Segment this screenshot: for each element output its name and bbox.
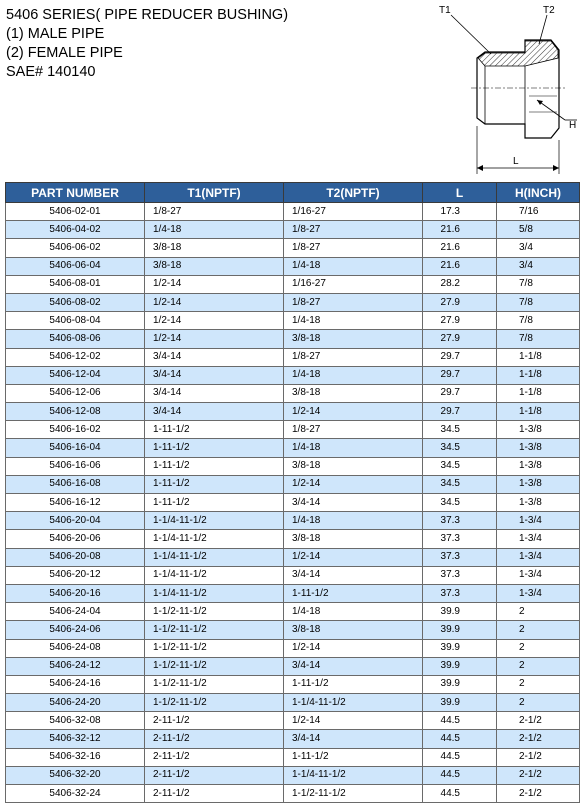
h-cell: 2 xyxy=(497,675,580,693)
t1-cell: 1-1/4-11-1/2 xyxy=(145,512,284,530)
t2-cell: 1-11-1/2 xyxy=(284,675,423,693)
part-number-cell: 5406-08-04 xyxy=(6,312,145,330)
t1-cell: 2-11-1/2 xyxy=(145,766,284,784)
h-cell: 1-3/8 xyxy=(497,457,580,475)
t2-cell: 3/4-14 xyxy=(284,730,423,748)
table-row xyxy=(6,639,580,657)
t1-cell: 1-1/2-11-1/2 xyxy=(145,639,284,657)
h-cell: 1-1/8 xyxy=(497,384,580,402)
t1-cell: 1-1/2-11-1/2 xyxy=(145,603,284,621)
table-row xyxy=(6,348,580,366)
table-row xyxy=(6,730,580,748)
t2-cell: 3/4-14 xyxy=(284,494,423,512)
t1-cell: 1-1/2-11-1/2 xyxy=(145,675,284,693)
part-number-cell: 5406-32-08 xyxy=(6,712,145,730)
column-header-l: L xyxy=(423,183,497,203)
l-cell: 39.9 xyxy=(423,639,497,657)
t1-cell: 1-1/2-11-1/2 xyxy=(145,657,284,675)
table-row xyxy=(6,748,580,766)
table-row xyxy=(6,712,580,730)
h-cell: 1-3/8 xyxy=(497,475,580,493)
table-row xyxy=(6,457,580,475)
t1-cell: 2-11-1/2 xyxy=(145,748,284,766)
column-header-t2: T2(NPTF) xyxy=(284,183,423,203)
l-cell: 29.7 xyxy=(423,366,497,384)
t1-cell: 1/2-14 xyxy=(145,330,284,348)
h-cell: 1-3/8 xyxy=(497,439,580,457)
part-number-cell: 5406-16-08 xyxy=(6,475,145,493)
table-row xyxy=(6,312,580,330)
h-cell: 7/8 xyxy=(497,330,580,348)
part-number-cell: 5406-24-06 xyxy=(6,621,145,639)
parts-table xyxy=(5,182,580,803)
female-pipe-note: (2) FEMALE PIPE xyxy=(6,45,123,61)
l-cell: 37.3 xyxy=(423,512,497,530)
l-cell: 34.5 xyxy=(423,475,497,493)
l-cell: 44.5 xyxy=(423,785,497,803)
t1-cell: 1/2-14 xyxy=(145,293,284,311)
h-cell: 2-1/2 xyxy=(497,730,580,748)
h-cell: 1-3/4 xyxy=(497,512,580,530)
part-number-cell: 5406-12-02 xyxy=(6,348,145,366)
part-number-cell: 5406-06-04 xyxy=(6,257,145,275)
part-number-cell: 5406-20-16 xyxy=(6,584,145,602)
l-cell: 21.6 xyxy=(423,239,497,257)
part-number-cell: 5406-08-06 xyxy=(6,330,145,348)
table-row xyxy=(6,766,580,784)
h-cell: 7/8 xyxy=(497,312,580,330)
t1-cell: 1-1/4-11-1/2 xyxy=(145,548,284,566)
t1-cell: 1-11-1/2 xyxy=(145,494,284,512)
t2-cell: 1/16-27 xyxy=(284,275,423,293)
t1-cell: 1/8-27 xyxy=(145,203,284,221)
table-row xyxy=(6,330,580,348)
t2-cell: 3/8-18 xyxy=(284,330,423,348)
table-row xyxy=(6,403,580,421)
t2-cell: 3/8-18 xyxy=(284,530,423,548)
l-cell: 29.7 xyxy=(423,348,497,366)
t2-cell: 1-11-1/2 xyxy=(284,748,423,766)
t2-cell: 1/4-18 xyxy=(284,603,423,621)
table-row xyxy=(6,530,580,548)
t2-cell: 1/2-14 xyxy=(284,548,423,566)
table-row xyxy=(6,566,580,584)
column-header-t1: T1(NPTF) xyxy=(145,183,284,203)
h-cell: 1-3/4 xyxy=(497,548,580,566)
t1-label: T1 xyxy=(439,5,451,16)
t2-cell: 1/4-18 xyxy=(284,439,423,457)
l-cell: 37.3 xyxy=(423,584,497,602)
h-cell: 2 xyxy=(497,621,580,639)
l-label: L xyxy=(513,156,519,167)
h-cell: 1-3/4 xyxy=(497,566,580,584)
t1-cell: 1-1/4-11-1/2 xyxy=(145,566,284,584)
l-cell: 44.5 xyxy=(423,730,497,748)
t2-cell: 1/2-14 xyxy=(284,475,423,493)
part-number-cell: 5406-16-04 xyxy=(6,439,145,457)
part-number-cell: 5406-32-20 xyxy=(6,766,145,784)
part-number-cell: 5406-08-02 xyxy=(6,293,145,311)
t1-cell: 2-11-1/2 xyxy=(145,730,284,748)
t2-cell: 1/2-14 xyxy=(284,712,423,730)
bushing-diagram xyxy=(425,0,584,180)
t2-cell: 1/2-14 xyxy=(284,639,423,657)
t2-cell: 1/8-27 xyxy=(284,348,423,366)
table-body xyxy=(6,203,580,803)
l-cell: 34.5 xyxy=(423,439,497,457)
t1-cell: 1/4-18 xyxy=(145,221,284,239)
part-number-cell: 5406-24-04 xyxy=(6,603,145,621)
l-cell: 37.3 xyxy=(423,566,497,584)
l-cell: 34.5 xyxy=(423,494,497,512)
table-row xyxy=(6,512,580,530)
t1-cell: 1/2-14 xyxy=(145,312,284,330)
h-cell: 1-1/8 xyxy=(497,366,580,384)
part-number-cell: 5406-20-08 xyxy=(6,548,145,566)
part-number-cell: 5406-20-06 xyxy=(6,530,145,548)
l-cell: 29.7 xyxy=(423,403,497,421)
l-cell: 29.7 xyxy=(423,384,497,402)
t2-cell: 1/16-27 xyxy=(284,203,423,221)
l-cell: 37.3 xyxy=(423,530,497,548)
table-row xyxy=(6,293,580,311)
h-cell: 2 xyxy=(497,603,580,621)
part-number-cell: 5406-06-02 xyxy=(6,239,145,257)
h-cell: 7/8 xyxy=(497,293,580,311)
l-cell: 44.5 xyxy=(423,748,497,766)
part-number-cell: 5406-16-02 xyxy=(6,421,145,439)
t2-cell: 1/4-18 xyxy=(284,366,423,384)
t1-cell: 1-11-1/2 xyxy=(145,475,284,493)
l-cell: 37.3 xyxy=(423,548,497,566)
table-row xyxy=(6,384,580,402)
l-cell: 27.9 xyxy=(423,312,497,330)
t1-cell: 1-11-1/2 xyxy=(145,421,284,439)
t1-cell: 3/4-14 xyxy=(145,348,284,366)
t2-cell: 1/4-18 xyxy=(284,257,423,275)
t2-cell: 1-11-1/2 xyxy=(284,584,423,602)
table-header-row xyxy=(6,183,580,203)
t1-cell: 1/2-14 xyxy=(145,275,284,293)
document-header xyxy=(6,6,288,82)
h-cell: 1-3/8 xyxy=(497,421,580,439)
t2-cell: 3/8-18 xyxy=(284,621,423,639)
part-number-cell: 5406-04-02 xyxy=(6,221,145,239)
part-number-cell: 5406-32-24 xyxy=(6,785,145,803)
part-number-cell: 5406-32-16 xyxy=(6,748,145,766)
h-cell: 1-3/4 xyxy=(497,584,580,602)
l-cell: 34.5 xyxy=(423,421,497,439)
t2-cell: 3/4-14 xyxy=(284,657,423,675)
t1-cell: 1-1/2-11-1/2 xyxy=(145,621,284,639)
h-cell: 2-1/2 xyxy=(497,766,580,784)
part-number-cell: 5406-24-16 xyxy=(6,675,145,693)
part-number-cell: 5406-24-12 xyxy=(6,657,145,675)
l-cell: 21.6 xyxy=(423,221,497,239)
h-cell: 7/16 xyxy=(497,203,580,221)
part-number-cell: 5406-02-01 xyxy=(6,203,145,221)
t2-cell: 1/4-18 xyxy=(284,512,423,530)
page-title: 5406 SERIES( PIPE REDUCER BUSHING) xyxy=(6,7,289,23)
table-row xyxy=(6,603,580,621)
h-cell: 1-3/8 xyxy=(497,494,580,512)
h-cell: 2-1/2 xyxy=(497,785,580,803)
t2-cell: 1/4-18 xyxy=(284,312,423,330)
h-cell: 3/4 xyxy=(497,257,580,275)
t1-cell: 3/8-18 xyxy=(145,239,284,257)
l-cell: 39.9 xyxy=(423,694,497,712)
part-number-cell: 5406-24-08 xyxy=(6,639,145,657)
t2-cell: 3/8-18 xyxy=(284,457,423,475)
h-cell: 3/4 xyxy=(497,239,580,257)
h-cell: 2 xyxy=(497,694,580,712)
h-cell: 2-1/2 xyxy=(497,748,580,766)
column-header-part-number: PART NUMBER xyxy=(6,183,145,203)
table-row xyxy=(6,366,580,384)
t1-cell: 3/4-14 xyxy=(145,366,284,384)
table-row xyxy=(6,621,580,639)
part-number-cell: 5406-12-06 xyxy=(6,384,145,402)
t1-cell: 2-11-1/2 xyxy=(145,712,284,730)
l-cell: 27.9 xyxy=(423,293,497,311)
t1-cell: 3/4-14 xyxy=(145,403,284,421)
t1-cell: 3/4-14 xyxy=(145,384,284,402)
t1-cell: 3/8-18 xyxy=(145,257,284,275)
t2-cell: 3/8-18 xyxy=(284,384,423,402)
table-row xyxy=(6,657,580,675)
t1-cell: 1-11-1/2 xyxy=(145,439,284,457)
h-label: H xyxy=(569,120,577,131)
table-row xyxy=(6,439,580,457)
part-number-cell: 5406-32-12 xyxy=(6,730,145,748)
table-row xyxy=(6,694,580,712)
h-cell: 2 xyxy=(497,657,580,675)
h-cell: 2 xyxy=(497,639,580,657)
male-pipe-note: (1) MALE PIPE xyxy=(6,26,105,42)
table-row xyxy=(6,475,580,493)
table-row xyxy=(6,221,580,239)
l-cell: 44.5 xyxy=(423,712,497,730)
h-cell: 2-1/2 xyxy=(497,712,580,730)
table-row xyxy=(6,584,580,602)
sae-number: SAE# 140140 xyxy=(6,64,96,80)
table-row xyxy=(6,548,580,566)
t2-cell: 1/8-27 xyxy=(284,293,423,311)
h-cell: 1-1/8 xyxy=(497,403,580,421)
table-row xyxy=(6,421,580,439)
t1-cell: 1-1/2-11-1/2 xyxy=(145,694,284,712)
part-number-cell: 5406-16-12 xyxy=(6,494,145,512)
part-number-cell: 5406-12-08 xyxy=(6,403,145,421)
part-number-cell: 5406-12-04 xyxy=(6,366,145,384)
t2-cell: 1-1/4-11-1/2 xyxy=(284,766,423,784)
t1-cell: 2-11-1/2 xyxy=(145,785,284,803)
table-row xyxy=(6,257,580,275)
part-number-cell: 5406-16-06 xyxy=(6,457,145,475)
table-row xyxy=(6,239,580,257)
t2-cell: 1-1/4-11-1/2 xyxy=(284,694,423,712)
l-cell: 39.9 xyxy=(423,657,497,675)
t2-cell: 1-1/2-11-1/2 xyxy=(284,785,423,803)
parts-table-wrapper xyxy=(5,182,579,803)
h-cell: 1-1/8 xyxy=(497,348,580,366)
part-number-cell: 5406-24-20 xyxy=(6,694,145,712)
h-cell: 1-3/4 xyxy=(497,530,580,548)
l-cell: 27.9 xyxy=(423,330,497,348)
part-number-cell: 5406-08-01 xyxy=(6,275,145,293)
part-number-cell: 5406-20-12 xyxy=(6,566,145,584)
column-header-h: H(INCH) xyxy=(497,183,580,203)
t2-label: T2 xyxy=(543,5,555,16)
h-cell: 5/8 xyxy=(497,221,580,239)
t2-cell: 1/8-27 xyxy=(284,239,423,257)
table-row xyxy=(6,785,580,803)
table-row xyxy=(6,275,580,293)
l-cell: 34.5 xyxy=(423,457,497,475)
l-cell: 28.2 xyxy=(423,275,497,293)
l-cell: 44.5 xyxy=(423,766,497,784)
t2-cell: 1/8-27 xyxy=(284,221,423,239)
t1-cell: 1-1/4-11-1/2 xyxy=(145,530,284,548)
l-cell: 39.9 xyxy=(423,675,497,693)
t1-cell: 1-11-1/2 xyxy=(145,457,284,475)
t1-cell: 1-1/4-11-1/2 xyxy=(145,584,284,602)
t2-cell: 1/8-27 xyxy=(284,421,423,439)
t2-cell: 1/2-14 xyxy=(284,403,423,421)
h-cell: 7/8 xyxy=(497,275,580,293)
l-cell: 21.6 xyxy=(423,257,497,275)
part-number-cell: 5406-20-04 xyxy=(6,512,145,530)
table-row xyxy=(6,675,580,693)
table-row xyxy=(6,203,580,221)
l-cell: 17.3 xyxy=(423,203,497,221)
l-cell: 39.9 xyxy=(423,603,497,621)
table-row xyxy=(6,494,580,512)
l-cell: 39.9 xyxy=(423,621,497,639)
t2-cell: 3/4-14 xyxy=(284,566,423,584)
